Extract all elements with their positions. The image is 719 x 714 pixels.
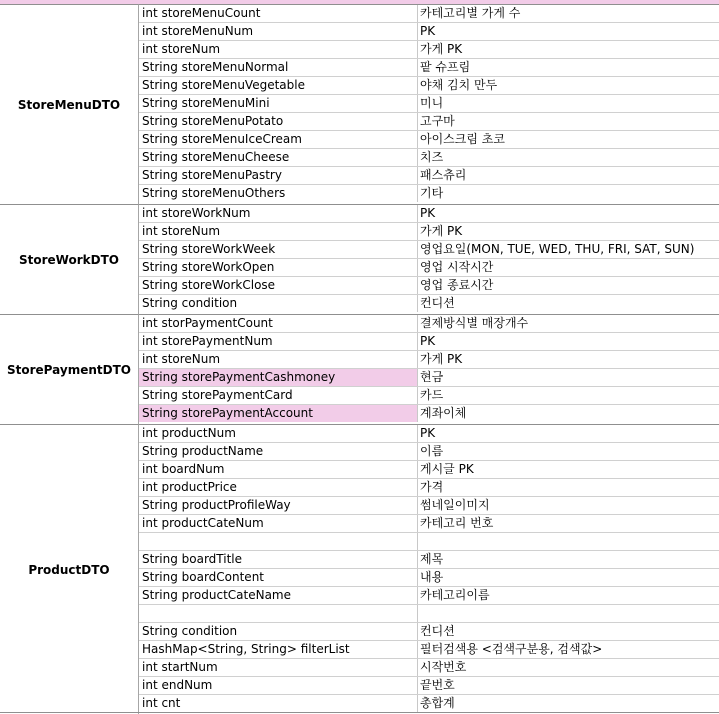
field-description: 치즈	[420, 150, 444, 164]
field-description: 컨디션	[420, 296, 455, 310]
field-description: 카테고리이름	[420, 588, 490, 602]
table-row	[139, 568, 719, 586]
field-declaration: String storePaymentCard	[139, 387, 418, 404]
field-declaration: int cnt	[139, 695, 418, 712]
table-row	[139, 658, 719, 676]
table-row	[139, 314, 719, 332]
field-description	[418, 605, 719, 622]
field-description: 영업 종료시간	[420, 278, 494, 292]
table-row	[139, 424, 719, 442]
field-description: 가게 PK	[420, 224, 463, 238]
table-row	[139, 76, 719, 94]
field-declaration: int storePaymentNum	[139, 333, 418, 350]
field-description: 영업요일(MON, TUE, WED, THU, FRI, SAT, SUN)	[420, 242, 695, 256]
field-declaration: String storeMenuVegetable	[139, 77, 418, 94]
table-row	[139, 676, 719, 694]
field-declaration: String storeWorkWeek	[139, 241, 418, 258]
field-declaration: String storeMenuPotato	[139, 113, 418, 130]
field-description: 아이스크림 초코	[420, 132, 505, 146]
table-row	[139, 94, 719, 112]
table-row	[139, 240, 719, 258]
field-declaration: String storeMenuOthers	[139, 185, 418, 202]
field-declaration: String storeMenuCheese	[139, 149, 418, 166]
field-description: 야채 김치 만두	[420, 78, 498, 92]
dto-group	[0, 4, 719, 204]
table-row	[139, 532, 719, 550]
bottom-border	[0, 712, 719, 713]
table-row	[139, 222, 719, 240]
field-declaration: HashMap<String, String> filterList	[139, 641, 418, 658]
field-description: 썸네일이미지	[420, 498, 490, 512]
table-row	[139, 22, 719, 40]
table-row	[139, 586, 719, 604]
field-declaration: String storeMenuPastry	[139, 167, 418, 184]
table-row	[139, 514, 719, 532]
field-declaration: int productCateNum	[139, 515, 418, 532]
field-declaration: int productPrice	[139, 479, 418, 496]
field-description: 끝번호	[420, 678, 455, 692]
table-row	[139, 294, 719, 312]
field-declaration: String productCateName	[139, 587, 418, 604]
table-row	[139, 550, 719, 568]
field-declaration	[139, 605, 418, 622]
field-declaration: int endNum	[139, 677, 418, 694]
field-description: 카테고리별 가게 수	[420, 6, 521, 20]
table-row	[139, 442, 719, 460]
field-description: 가게 PK	[420, 352, 463, 366]
field-declaration: int storeNum	[139, 351, 418, 368]
table-row	[139, 4, 719, 22]
table-row	[139, 604, 719, 622]
field-declaration: String storeMenuNormal	[139, 59, 418, 76]
field-declaration: String condition	[139, 623, 418, 640]
table-row	[139, 166, 719, 184]
field-description: 카드	[420, 388, 444, 402]
field-description: 팥 슈프림	[420, 60, 471, 74]
field-description: 고구마	[420, 114, 455, 128]
table-row	[139, 40, 719, 58]
table-row	[139, 130, 719, 148]
field-declaration: String storeWorkClose	[139, 277, 418, 294]
field-description	[418, 533, 719, 550]
field-description: 이름	[420, 444, 444, 458]
field-declaration: int storeWorkNum	[139, 205, 418, 222]
table-row	[139, 622, 719, 640]
field-description: 결제방식별 매장개수	[420, 316, 529, 330]
dto-group	[0, 424, 719, 714]
field-declaration: int startNum	[139, 659, 418, 676]
field-declaration: int boardNum	[139, 461, 418, 478]
field-description: 필터검색용 <검색구분용, 검색값>	[420, 642, 603, 656]
field-description: 컨디션	[420, 624, 455, 638]
field-description: 총합계	[420, 696, 455, 710]
table-row	[139, 496, 719, 514]
field-declaration: String boardTitle	[139, 551, 418, 568]
field-declaration: int storeNum	[139, 223, 418, 240]
field-declaration: String storeWorkOpen	[139, 259, 418, 276]
field-declaration: String boardContent	[139, 569, 418, 586]
field-description: 게시글 PK	[420, 462, 474, 476]
table-row	[139, 332, 719, 350]
dto-group	[0, 314, 719, 424]
table-row	[139, 404, 719, 422]
field-description: 가게 PK	[420, 42, 463, 56]
table-row	[139, 478, 719, 496]
field-declaration: String productProfileWay	[139, 497, 418, 514]
field-declaration: int storeMenuNum	[139, 23, 418, 40]
field-declaration	[139, 533, 418, 550]
field-description: 현금	[420, 370, 444, 384]
field-description: 카테고리 번호	[420, 516, 494, 530]
field-description: 내용	[420, 570, 444, 584]
field-description: PK	[420, 426, 436, 440]
table-row	[139, 204, 719, 222]
dto-class-name: StoreWorkDTO	[0, 204, 139, 314]
table-row	[139, 276, 719, 294]
field-declaration: String storeMenuMini	[139, 95, 418, 112]
field-declaration: int productNum	[139, 425, 418, 442]
field-description: PK	[420, 206, 436, 220]
field-description: 영업 시작시간	[420, 260, 494, 274]
table-row	[139, 640, 719, 658]
field-description: 가격	[420, 480, 444, 494]
field-declaration: String storePaymentCashmoney	[139, 369, 418, 386]
dto-class-name: StoreMenuDTO	[0, 4, 139, 204]
field-declaration: int storeNum	[139, 41, 418, 58]
field-description: 기타	[420, 186, 444, 200]
table-row	[139, 350, 719, 368]
dto-class-name: StorePaymentDTO	[0, 314, 139, 424]
field-description: 미니	[420, 96, 444, 110]
dto-group	[0, 204, 719, 314]
table-row	[139, 460, 719, 478]
field-declaration: String storePaymentAccount	[139, 405, 418, 422]
dto-class-name: ProductDTO	[0, 424, 139, 714]
field-description: PK	[420, 24, 436, 38]
field-declaration: String productName	[139, 443, 418, 460]
table-row	[139, 694, 719, 712]
table-row	[139, 112, 719, 130]
field-declaration: String storeMenuIceCream	[139, 131, 418, 148]
table-row	[139, 148, 719, 166]
table-row	[139, 386, 719, 404]
table-row	[139, 368, 719, 386]
table-row	[139, 184, 719, 202]
table-row	[139, 58, 719, 76]
field-declaration: int storeMenuCount	[139, 5, 418, 22]
field-description: 시작번호	[420, 660, 467, 674]
field-description: PK	[420, 334, 436, 348]
table-row	[139, 258, 719, 276]
field-declaration: String condition	[139, 295, 418, 312]
field-declaration: int storPaymentCount	[139, 315, 418, 332]
field-description: 계좌이체	[420, 406, 467, 420]
field-description: 제목	[420, 552, 444, 566]
field-description: 패스츄리	[420, 168, 467, 182]
